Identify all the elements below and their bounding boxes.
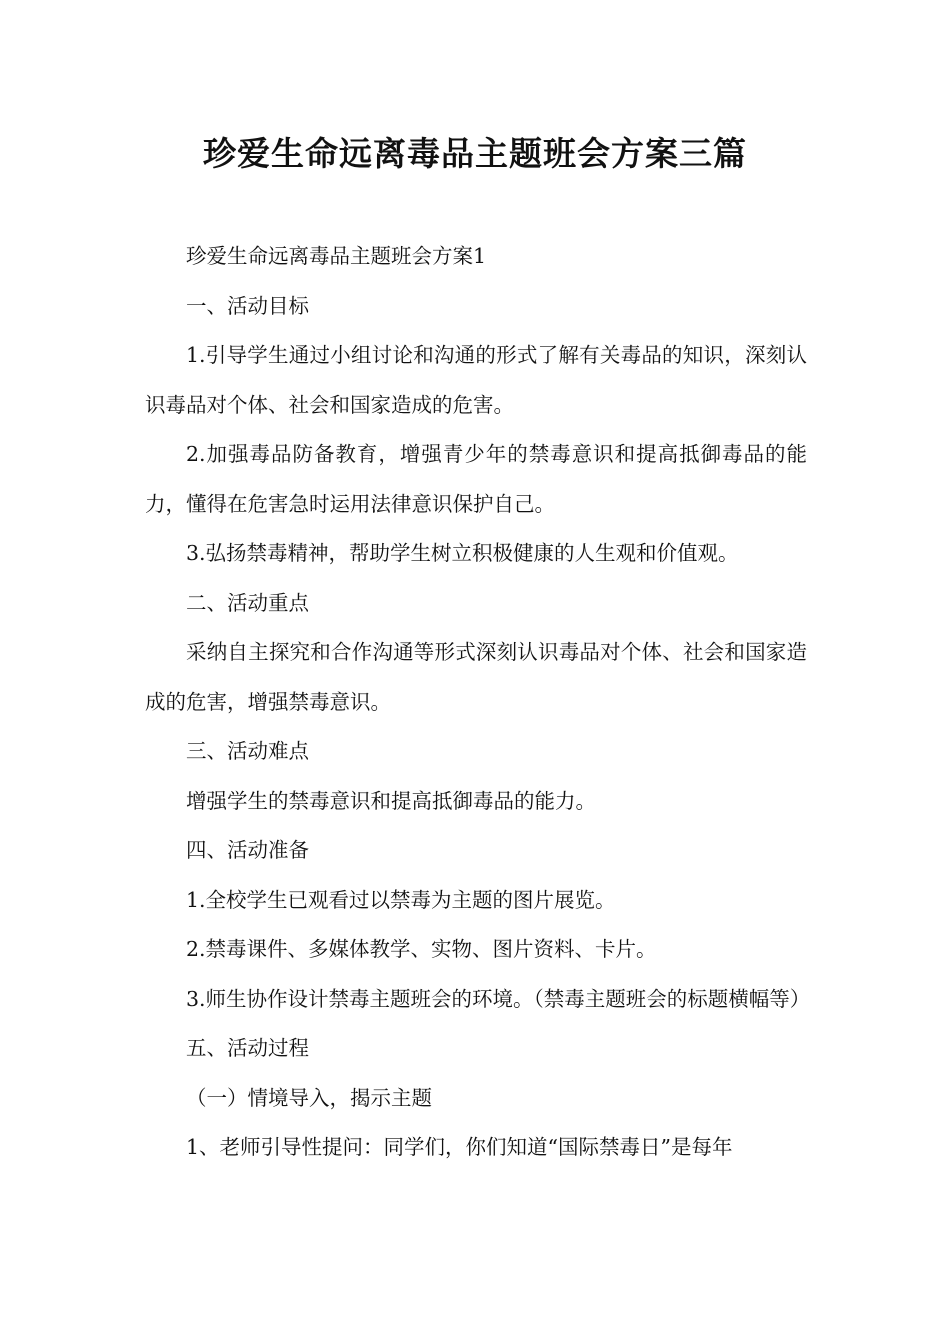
paragraph: 2.加强毒品防备教育，增强青少年的禁毒意识和提高抵御毒品的能力，懂得在危害急时运用法律意识保护自己。 xyxy=(145,442,807,516)
section-heading: 二、活动重点 xyxy=(186,590,309,615)
paragraph: 3.师生协作设计禁毒主题班会的环境。（禁毒主题班会的标题横幅等） xyxy=(186,986,811,1011)
paragraph: 采纳自主探究和合作沟通等形式深刻认识毒品对个体、社会和国家造成的危害，增强禁毒意识。 xyxy=(145,640,807,714)
paragraph: 3.弘扬禁毒精神，帮助学生树立积极健康的人生观和价值观。 xyxy=(186,541,739,565)
paragraph: 2.禁毒课件、多媒体教学、实物、图片资料、卡片。 xyxy=(186,937,657,961)
paragraph: 增强学生的禁毒意识和提高抵御毒品的能力。 xyxy=(186,788,596,813)
document-title: 珍爱生命远离毒品主题班会方案三篇 xyxy=(203,134,747,173)
paragraph: 1.引导学生通过小组讨论和沟通的形式了解有关毒品的知识，深刻认识毒品对个体、社会和国家造成的危害。 xyxy=(145,343,807,417)
section-heading: 一、活动目标 xyxy=(186,293,309,318)
subtitle-paragraph: 珍爱生命远离毒品主题班会方案1 xyxy=(186,244,487,268)
document-body xyxy=(145,232,811,1173)
paragraph: 1.全校学生已观看过以禁毒为主题的图片展览。 xyxy=(186,887,616,912)
subsection-heading: （一）情境导入，揭示主题 xyxy=(186,1085,432,1110)
section-heading: 五、活动过程 xyxy=(186,1036,309,1060)
paragraph: 1、老师引导性提问：同学们，你们知道“国际禁毒日”是每年 xyxy=(186,1135,733,1159)
section-heading: 四、活动准备 xyxy=(186,838,309,862)
section-heading: 三、活动难点 xyxy=(186,739,309,763)
